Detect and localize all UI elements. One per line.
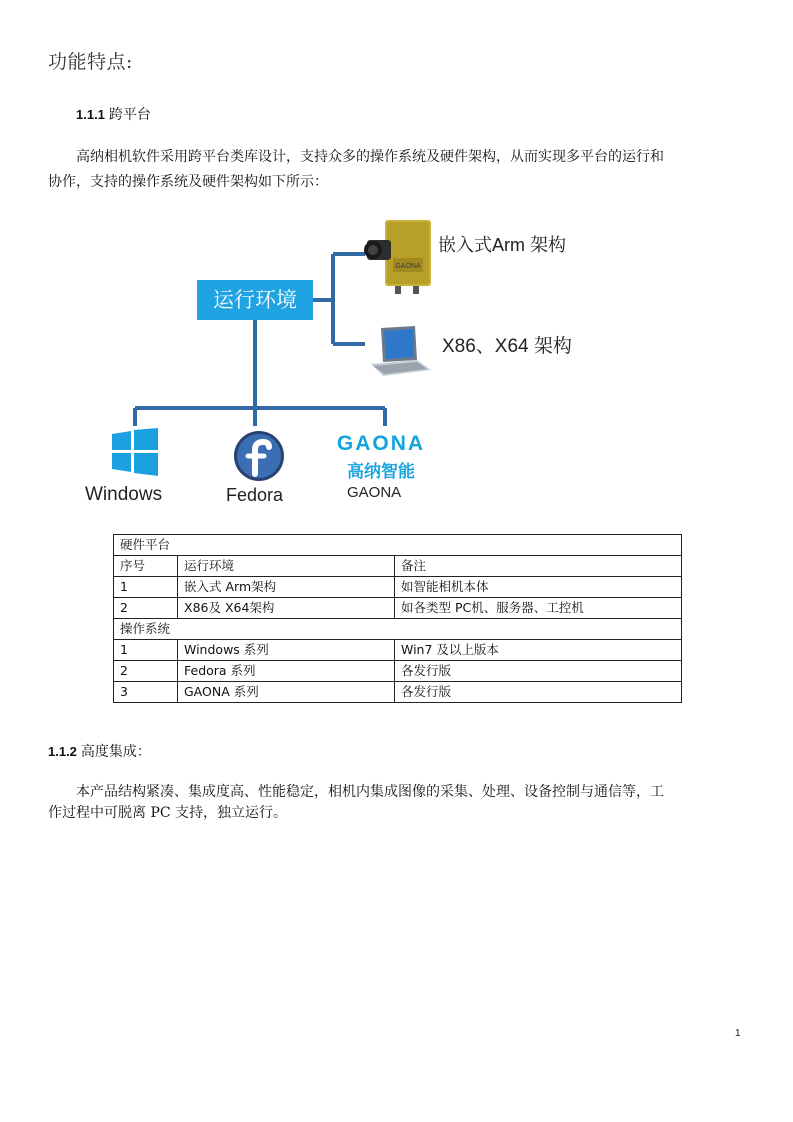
- fedora-label: Fedora: [226, 485, 284, 505]
- table-cell-index: 2: [114, 661, 178, 682]
- windows-label: Windows: [85, 484, 163, 505]
- section-1-number: 1.1.1: [76, 107, 105, 122]
- page-number: 1: [735, 1028, 741, 1039]
- table-row: [114, 661, 682, 682]
- gaona-logo-en: GAONA: [336, 432, 426, 455]
- section-2-number: 1.1.2: [48, 744, 77, 759]
- os-header-cell: 操作系统: [114, 619, 682, 640]
- table-cell-index: 1: [114, 577, 178, 598]
- camera-brand-text: GAONA: [395, 263, 421, 270]
- smart-camera-icon: [363, 218, 435, 298]
- windows-logo-icon: [112, 428, 158, 476]
- table-cell-index: 3: [114, 682, 178, 703]
- section-2-title: 高度集成：: [80, 744, 151, 760]
- table-cell-note: 各发行版: [395, 661, 682, 682]
- section-1-heading: [76, 104, 151, 124]
- table-cell-env: Fedora 系列: [178, 661, 395, 682]
- table-section-header: [114, 619, 682, 640]
- table-row: [114, 682, 682, 703]
- table-header-row: [114, 556, 682, 577]
- x86-architecture-label: X86、X64 架构: [442, 336, 572, 357]
- table-cell-env: X86及 X64架构: [178, 598, 395, 619]
- table-cell-env: Windows 系列: [178, 640, 395, 661]
- section-2-heading: [48, 741, 151, 761]
- table-cell-note: 如智能相机本体: [395, 577, 682, 598]
- laptop-icon: [367, 324, 435, 380]
- gaona-logo: [326, 432, 436, 482]
- arm-architecture-label: 嵌入式Arm 架构: [438, 235, 566, 255]
- table-cell-env: GAONA 系列: [178, 682, 395, 703]
- table-cell-index: 1: [114, 640, 178, 661]
- table-cell-note: 如各类型 PC机、服务器、工控机: [395, 598, 682, 619]
- table-cell-index: 2: [114, 598, 178, 619]
- table-row: [114, 577, 682, 598]
- column-header-note: 备注: [395, 556, 682, 577]
- table-cell-note: 各发行版: [395, 682, 682, 703]
- fedora-logo-icon: [233, 430, 285, 482]
- gaona-label: GAONA: [347, 484, 402, 501]
- runtime-environment-box: 运行环境: [197, 280, 313, 320]
- column-header-index: 序号: [114, 556, 178, 577]
- hardware-header-cell: 硬件平台: [114, 535, 682, 556]
- gaona-logo-cn: 高纳智能: [347, 462, 415, 482]
- section-1-paragraph-line1: 高纳相机软件采用跨平台类库设计，支持众多的操作系统及硬件架构，从而实现多平台的运行和: [76, 149, 664, 165]
- section-1-title: 跨平台: [108, 107, 151, 123]
- section-2-paragraph-line2: 作过程中可脱离 PC 支持，独立运行。: [48, 805, 288, 821]
- table-cell-env: 嵌入式 Arm架构: [178, 577, 395, 598]
- section-2-paragraph-line1: 本产品结构紧凑、集成度高、性能稳定，相机内集成图像的采集、处理、设备控制与通信等，工: [76, 784, 664, 800]
- table-row: [114, 640, 682, 661]
- platform-diagram: [80, 210, 640, 520]
- platform-table: [113, 534, 682, 703]
- section-1-paragraph-line2: 协作，支持的操作系统及硬件架构如下所示：: [48, 174, 328, 190]
- page-title: 功能特点:: [48, 51, 133, 73]
- column-header-env: 运行环境: [178, 556, 395, 577]
- table-cell-note: Win7 及以上版本: [395, 640, 682, 661]
- table-row: [114, 598, 682, 619]
- table-section-header: [114, 535, 682, 556]
